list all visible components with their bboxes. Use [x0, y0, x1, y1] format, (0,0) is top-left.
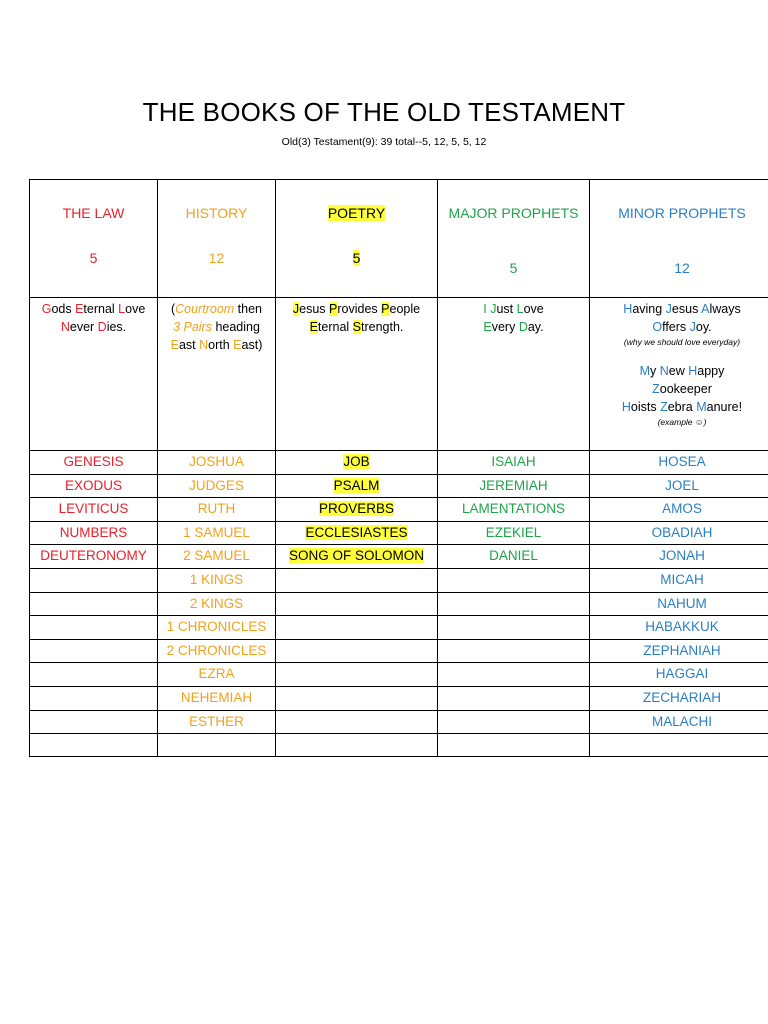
mn-letter: H	[623, 302, 633, 316]
page-title: THE BOOKS OF THE OLD TESTAMENT	[142, 97, 626, 127]
book-cell-poetry	[276, 521, 438, 545]
book-name: MICAH	[660, 571, 704, 587]
mn-rest: trength.	[361, 320, 404, 334]
book-cell-law	[30, 616, 158, 640]
book-cell-minor	[590, 710, 768, 734]
mn-rest: ternal	[317, 320, 353, 334]
book-name: 1 KINGS	[189, 571, 244, 587]
book-cell-minor	[590, 663, 768, 687]
book-cell-law	[30, 521, 158, 545]
book-name: 1 CHRONICLES	[166, 619, 267, 635]
book-name: NEHEMIAH	[180, 689, 253, 705]
book-cell-major	[438, 592, 590, 616]
book-name: 2 KINGS	[189, 595, 244, 611]
book-row	[30, 710, 768, 734]
mnemonic-note: (why we should love everyday)	[623, 337, 741, 347]
mn-letter: O	[652, 320, 663, 334]
book-row	[30, 521, 768, 545]
book-cell-history	[158, 498, 276, 522]
mn-letter: L	[118, 302, 126, 316]
mn-letter: J	[689, 320, 696, 334]
header-row	[30, 180, 768, 298]
mn-rest: ove	[125, 302, 146, 316]
mn-rest: (	[170, 302, 176, 316]
book-cell-history	[158, 734, 276, 757]
book-cell-poetry	[276, 451, 438, 475]
book-name: 1 SAMUEL	[183, 524, 250, 540]
book-cell-law	[30, 451, 158, 475]
book-row	[30, 474, 768, 498]
book-name: OBADIAH	[651, 524, 713, 540]
book-name: LAMENTATIONS	[461, 501, 565, 517]
mn-letter: Z	[660, 400, 668, 414]
book-cell-law	[30, 734, 158, 757]
book-name: JUDGES	[189, 477, 244, 493]
book-cell-minor	[590, 592, 768, 616]
book-name: GENESIS	[63, 454, 124, 469]
book-cell-law	[30, 545, 158, 569]
book-cell-minor	[590, 734, 768, 757]
book-name: LEVITICUS	[58, 501, 129, 517]
book-row	[30, 498, 768, 522]
mn-letter: G	[41, 302, 52, 316]
mn-rest: oists	[630, 400, 661, 414]
book-cell-poetry	[276, 568, 438, 592]
mn-rest: ast	[178, 338, 200, 352]
book-cell-law	[30, 592, 158, 616]
mnemonic-law	[30, 298, 158, 451]
book-name: HOSEA	[658, 454, 706, 469]
header-law-count: 5	[89, 249, 98, 266]
book-name: ECCLESIASTES	[305, 524, 408, 540]
book-name: ISAIAH	[491, 454, 536, 469]
mnemonic-major-text	[438, 298, 589, 336]
book-cell-poetry	[276, 474, 438, 498]
mn-letter: D	[518, 320, 528, 334]
book-cell-history	[158, 639, 276, 663]
book-row	[30, 568, 768, 592]
mn-letter: J	[665, 302, 672, 316]
mn-rest: heading	[211, 320, 260, 334]
header-law	[30, 180, 158, 298]
mn-letter: E	[75, 302, 84, 316]
book-cell-history	[158, 568, 276, 592]
book-name: ZEPHANIAH	[643, 642, 721, 658]
book-name: RUTH	[197, 501, 236, 517]
mn-rest: ternal	[83, 302, 119, 316]
mnemonic-note: (example ☺)	[657, 417, 707, 427]
book-row	[30, 734, 768, 757]
book-cell-poetry	[276, 686, 438, 710]
header-law-name: THE LAW	[62, 205, 125, 221]
mnemonic-minor-text	[590, 298, 768, 428]
book-row	[30, 639, 768, 663]
mn-letter: E	[483, 320, 492, 334]
book-cell-law	[30, 568, 158, 592]
mnemonic-poetry-text	[276, 298, 437, 336]
book-name: SONG OF SOLOMON	[288, 548, 424, 564]
book-name: 2 SAMUEL	[183, 548, 250, 564]
mn-rest: )	[258, 338, 263, 352]
book-cell-poetry	[276, 545, 438, 569]
mn-letter: S	[352, 320, 362, 334]
mn-letter: N	[659, 364, 669, 378]
book-name: PSALM	[333, 477, 380, 493]
book-cell-major	[438, 451, 590, 475]
mn-rest: ookeeper	[659, 382, 712, 396]
mn-rest: lways	[709, 302, 741, 316]
book-cell-minor	[590, 451, 768, 475]
book-cell-major	[438, 568, 590, 592]
book-cell-law	[30, 710, 158, 734]
book-row	[30, 663, 768, 687]
mn-rest: eople	[389, 302, 421, 316]
mn-rest: ies.	[106, 320, 127, 334]
book-name: NUMBERS	[59, 524, 128, 540]
mn-letter: Z	[652, 382, 660, 396]
book-cell-poetry	[276, 639, 438, 663]
book-name: 2 CHRONICLES	[166, 642, 267, 658]
book-row	[30, 451, 768, 475]
book-name: EXODUS	[64, 477, 122, 493]
book-cell-major	[438, 639, 590, 663]
header-history-name: HISTORY	[185, 205, 248, 221]
book-cell-law	[30, 663, 158, 687]
book-cell-poetry	[276, 663, 438, 687]
book-cell-history	[158, 545, 276, 569]
mn-letter: L	[516, 302, 524, 316]
mn-letter: N	[199, 338, 209, 352]
book-name: JONAH	[659, 548, 705, 564]
book-name: DEUTERONOMY	[40, 548, 147, 564]
book-name: ESTHER	[189, 713, 244, 729]
mn-letter: E	[233, 338, 242, 352]
mn-rest: ebra	[667, 400, 697, 414]
mn-letter: I	[483, 302, 487, 316]
book-name: NAHUM	[657, 595, 707, 611]
book-cell-major	[438, 616, 590, 640]
book-name: MALACHI	[651, 713, 712, 729]
header-history-count: 12	[208, 249, 225, 266]
mn-letter: M	[696, 400, 707, 414]
book-name: JOEL	[665, 477, 699, 493]
mn-rest: rovides	[337, 302, 382, 316]
mn-letter: H	[621, 400, 631, 414]
mn-rest: very	[491, 320, 519, 334]
header-poetry-count	[276, 247, 437, 270]
mn-letter: J	[490, 302, 497, 316]
book-cell-history	[158, 710, 276, 734]
book-cell-major	[438, 686, 590, 710]
book-name: EZRA	[198, 666, 235, 682]
mn-rest: orth	[208, 338, 234, 352]
mn-rest: esus	[299, 302, 330, 316]
book-cell-poetry	[276, 616, 438, 640]
mn-rest: ove	[523, 302, 544, 316]
book-cell-history	[158, 451, 276, 475]
mn-rest: ffers	[662, 320, 690, 334]
book-name: JOB	[343, 454, 370, 469]
page-subtitle: Old(3) Testament(9): 39 total--5, 12, 5, 5, 12	[281, 136, 487, 148]
mn-rest: aving	[632, 302, 666, 316]
book-cell-history	[158, 663, 276, 687]
mn-rest: ods	[51, 302, 76, 316]
book-cell-law	[30, 639, 158, 663]
mn-rest: y	[650, 364, 660, 378]
mn-rest: anure!	[706, 400, 743, 414]
header-minor-name: MINOR PROPHETS	[618, 205, 746, 221]
book-row	[30, 616, 768, 640]
book-cell-minor	[590, 686, 768, 710]
book-cell-poetry	[276, 734, 438, 757]
mn-letter: J	[292, 302, 300, 316]
header-major-count: 5	[509, 259, 518, 276]
mn-letter: P	[381, 302, 390, 316]
book-cell-minor	[590, 616, 768, 640]
mn-letter: N	[60, 320, 70, 334]
mn-rest: ast	[241, 338, 259, 352]
book-rows	[30, 451, 768, 757]
books-table	[29, 179, 768, 757]
book-cell-major	[438, 663, 590, 687]
header-poetry-name	[276, 202, 437, 225]
mn-rest: esus	[671, 302, 702, 316]
book-name: HAGGAI	[655, 666, 709, 682]
mn-letter: 3 Pairs	[173, 320, 212, 334]
mnemonic-major	[438, 298, 590, 451]
book-name: ZECHARIAH	[642, 689, 721, 705]
mn-rest: oy.	[695, 320, 712, 334]
book-name: PROVERBS	[318, 501, 395, 517]
mn-letter: A	[701, 302, 710, 316]
mnemonic-poetry	[276, 298, 438, 451]
mnemonic-history	[158, 298, 276, 451]
book-name: JOSHUA	[189, 454, 244, 469]
book-cell-law	[30, 498, 158, 522]
book-cell-major	[438, 734, 590, 757]
mn-letter: P	[329, 302, 338, 316]
header-minor-count: 12	[674, 259, 690, 276]
book-name: AMOS	[662, 501, 702, 517]
header-history	[158, 180, 276, 298]
book-cell-history	[158, 616, 276, 640]
book-name: HABAKKUK	[645, 619, 719, 635]
book-cell-poetry	[276, 592, 438, 616]
mnemonic-history-text	[158, 298, 275, 354]
book-row	[30, 545, 768, 569]
book-cell-history	[158, 474, 276, 498]
mn-rest: ever	[69, 320, 98, 334]
book-cell-minor	[590, 639, 768, 663]
book-cell-major	[438, 545, 590, 569]
mn-letter: E	[170, 338, 179, 352]
mn-rest: appy	[697, 364, 725, 378]
book-cell-minor	[590, 474, 768, 498]
book-cell-law	[30, 474, 158, 498]
book-cell-history	[158, 521, 276, 545]
book-name: JEREMIAH	[479, 477, 548, 493]
header-poetry	[276, 180, 438, 298]
book-cell-law	[30, 686, 158, 710]
book-row	[30, 592, 768, 616]
mnemonic-law-text	[30, 298, 157, 336]
mn-letter: M	[639, 364, 651, 378]
book-cell-major	[438, 474, 590, 498]
mn-letter: E	[309, 320, 318, 334]
book-row	[30, 686, 768, 710]
header-poetry-name-text: POETRY	[327, 205, 386, 221]
mn-letter: H	[688, 364, 698, 378]
book-cell-history	[158, 686, 276, 710]
book-cell-major	[438, 498, 590, 522]
book-cell-minor	[590, 545, 768, 569]
book-cell-minor	[590, 568, 768, 592]
header-major	[438, 180, 590, 298]
book-cell-history	[158, 592, 276, 616]
header-poetry-count-text: 5	[352, 249, 361, 266]
mn-letter: Courtroom	[175, 302, 235, 316]
book-name: DANIEL	[489, 548, 538, 564]
mnemonic-row	[30, 298, 768, 451]
mn-letter: D	[97, 320, 107, 334]
book-name: EZEKIEL	[485, 524, 542, 540]
book-cell-poetry	[276, 498, 438, 522]
book-cell-poetry	[276, 710, 438, 734]
mn-rest: then	[234, 302, 263, 316]
header-major-name: MAJOR PROPHETS	[448, 205, 579, 221]
book-cell-major	[438, 521, 590, 545]
book-cell-minor	[590, 498, 768, 522]
mn-rest: ew	[668, 364, 689, 378]
mnemonic-minor	[590, 298, 768, 451]
book-cell-minor	[590, 521, 768, 545]
mn-rest: ay.	[527, 320, 544, 334]
header-minor	[590, 180, 768, 298]
book-cell-major	[438, 710, 590, 734]
mn-rest: ust	[496, 302, 517, 316]
